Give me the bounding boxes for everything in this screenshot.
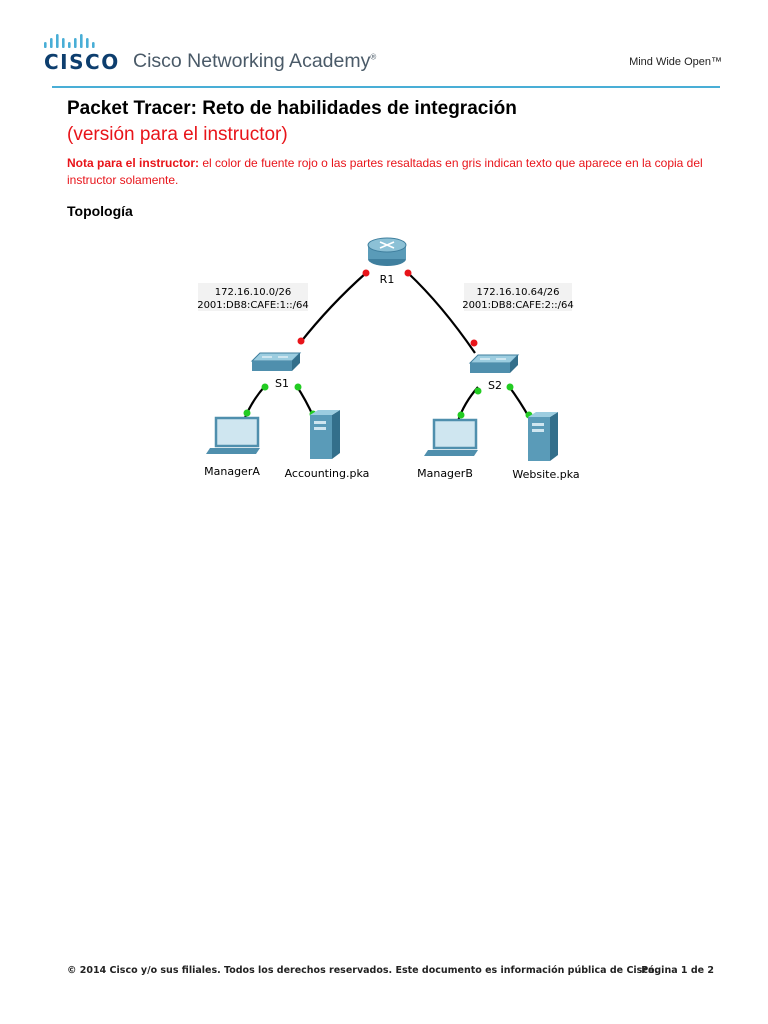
cisco-logo-word: CISCO (44, 50, 120, 74)
server-website-icon (528, 412, 558, 461)
network-label-left (197, 283, 309, 311)
host-website-label: Website.pka (512, 468, 580, 481)
laptop-managera-icon (206, 418, 260, 454)
section-heading-topology: Topología (67, 203, 133, 219)
topology-diagram (180, 225, 600, 490)
instructor-note-text: el color de fuente rojo o las partes resaltadas en gris indican texto que aparece en la copia del instructor solamente. (67, 156, 703, 187)
academy-name-text: Cisco Networking Academy (133, 50, 371, 72)
instructor-note (67, 155, 707, 189)
document-title: Packet Tracer: Reto de habilidades de integración (67, 98, 517, 119)
link-status-dot (405, 270, 412, 277)
switch-s1-label: S1 (275, 377, 289, 390)
footer-page-number: Página 1 de 2 (641, 965, 714, 976)
link-status-dot (471, 340, 478, 347)
link-status-dot (244, 410, 251, 417)
network-ipv4-right: 172.16.10.64/26 (476, 287, 560, 298)
router-r1-label: R1 (379, 273, 395, 286)
instructor-note-label: Nota para el instructor: (67, 156, 200, 170)
page-header (0, 0, 768, 90)
link-r1-s1 (300, 273, 366, 343)
cisco-logo-bars-icon (44, 34, 114, 50)
host-managera-label: ManagerA (204, 465, 260, 478)
link-status-dot (363, 270, 370, 277)
link-status-dot (507, 384, 514, 391)
network-label-right (462, 283, 574, 311)
switch-s2-label: S2 (488, 379, 502, 392)
network-ipv6-left: 2001:DB8:CAFE:1::/64 (197, 300, 309, 311)
router-r1-icon (368, 238, 406, 266)
link-status-dot (475, 388, 482, 395)
network-ipv6-right: 2001:DB8:CAFE:2::/64 (462, 300, 574, 311)
link-status-dot (295, 384, 302, 391)
host-accounting-label: Accounting.pka (284, 467, 370, 480)
host-managerb-label: ManagerB (417, 467, 473, 480)
server-accounting-icon (310, 410, 340, 459)
document-subtitle: (versión para el instructor) (67, 124, 288, 145)
network-ipv4-left: 172.16.10.0/26 (214, 287, 292, 298)
link-status-dot (262, 384, 269, 391)
link-status-dot (458, 412, 465, 419)
header-divider (52, 86, 720, 88)
registered-mark: ® (370, 52, 377, 62)
switch-s1-icon (252, 353, 300, 371)
link-status-dot (298, 338, 305, 345)
academy-name (133, 50, 376, 73)
laptop-managerb-icon (424, 420, 478, 456)
tagline: Mind Wide Open™ (629, 56, 722, 68)
switch-s2-icon (470, 355, 518, 373)
footer-copyright: © 2014 Cisco y/o sus filiales. Todos los derechos reservados. Este documento es información pública de Cisco. (67, 965, 659, 976)
